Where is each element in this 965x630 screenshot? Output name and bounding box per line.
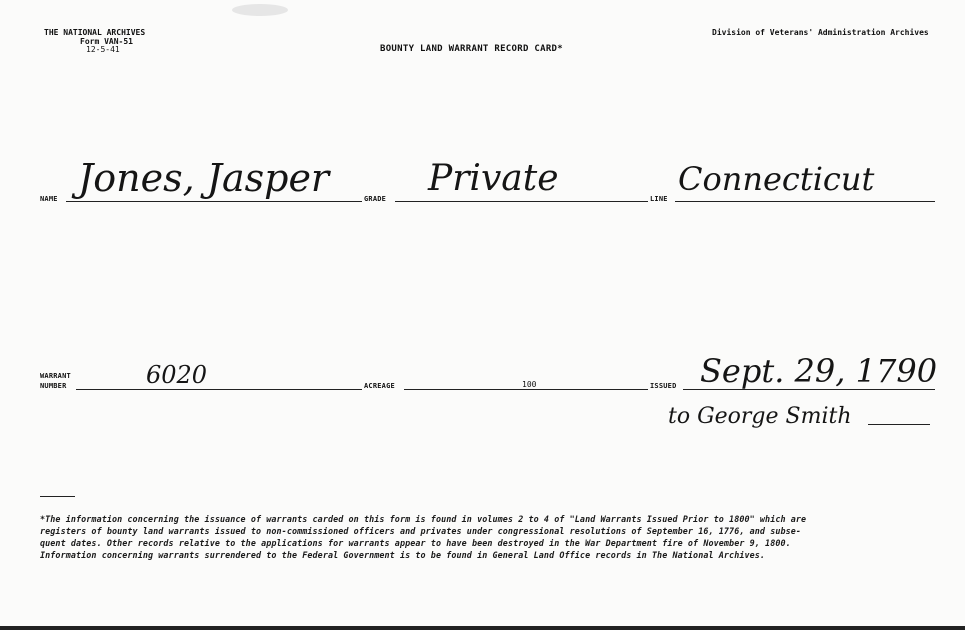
footnote-line: quent dates. Other records relative to the applications for warrants appear to have been destroyed in the War Department fire of November 9, 1800. bbox=[40, 538, 791, 548]
footnote-line: *The information concerning the issuance of warrants carded on this form is found in volumes 2 to 4 of "Land Warrants Issued Prior to 1800" which are bbox=[40, 514, 807, 524]
issued-label: ISSUED bbox=[650, 382, 677, 390]
acreage-value: 100 bbox=[522, 380, 537, 389]
archive-name: THE NATIONAL ARCHIVES bbox=[44, 28, 146, 37]
warrant-rule bbox=[76, 389, 362, 390]
line-rule bbox=[675, 201, 935, 202]
form-number: Form VAN-51 bbox=[80, 37, 133, 46]
card-title: BOUNTY LAND WARRANT RECORD CARD* bbox=[380, 44, 563, 54]
grade-rule bbox=[395, 201, 648, 202]
scan-smudge bbox=[230, 0, 290, 30]
grade-value: Private bbox=[428, 158, 559, 199]
warrant-value: 6020 bbox=[146, 361, 208, 389]
division-name: Division of Veterans' Administration Archives bbox=[712, 28, 929, 37]
warrant-label-1: WARRANT bbox=[40, 372, 71, 380]
issued-value: Sept. 29, 1790 bbox=[700, 352, 938, 390]
grade-label: GRADE bbox=[364, 195, 387, 203]
warrant-label-2: NUMBER bbox=[40, 382, 67, 390]
acreage-rule bbox=[404, 389, 648, 390]
issued-to-flourish bbox=[868, 424, 930, 425]
issued-to-value: to George Smith bbox=[668, 404, 852, 429]
footnote-line: Information concerning warrants surrendered to the Federal Government is to be found in General Land Office records in The National Archives. bbox=[40, 550, 766, 560]
footnote-line: registers of bounty land warrants issued to non-commissioned officers and privates under congressional resolutions of September 16, 1776, and subse- bbox=[40, 526, 802, 536]
footnote bbox=[40, 513, 940, 561]
name-rule bbox=[66, 201, 362, 202]
name-value: Jones, Jasper bbox=[78, 156, 330, 200]
line-label: LINE bbox=[650, 195, 668, 203]
footnote-rule bbox=[40, 496, 75, 497]
name-label: NAME bbox=[40, 195, 58, 203]
line-value: Connecticut bbox=[678, 160, 875, 198]
form-date: 12-5-41 bbox=[86, 45, 120, 54]
acreage-label: ACREAGE bbox=[364, 382, 395, 390]
